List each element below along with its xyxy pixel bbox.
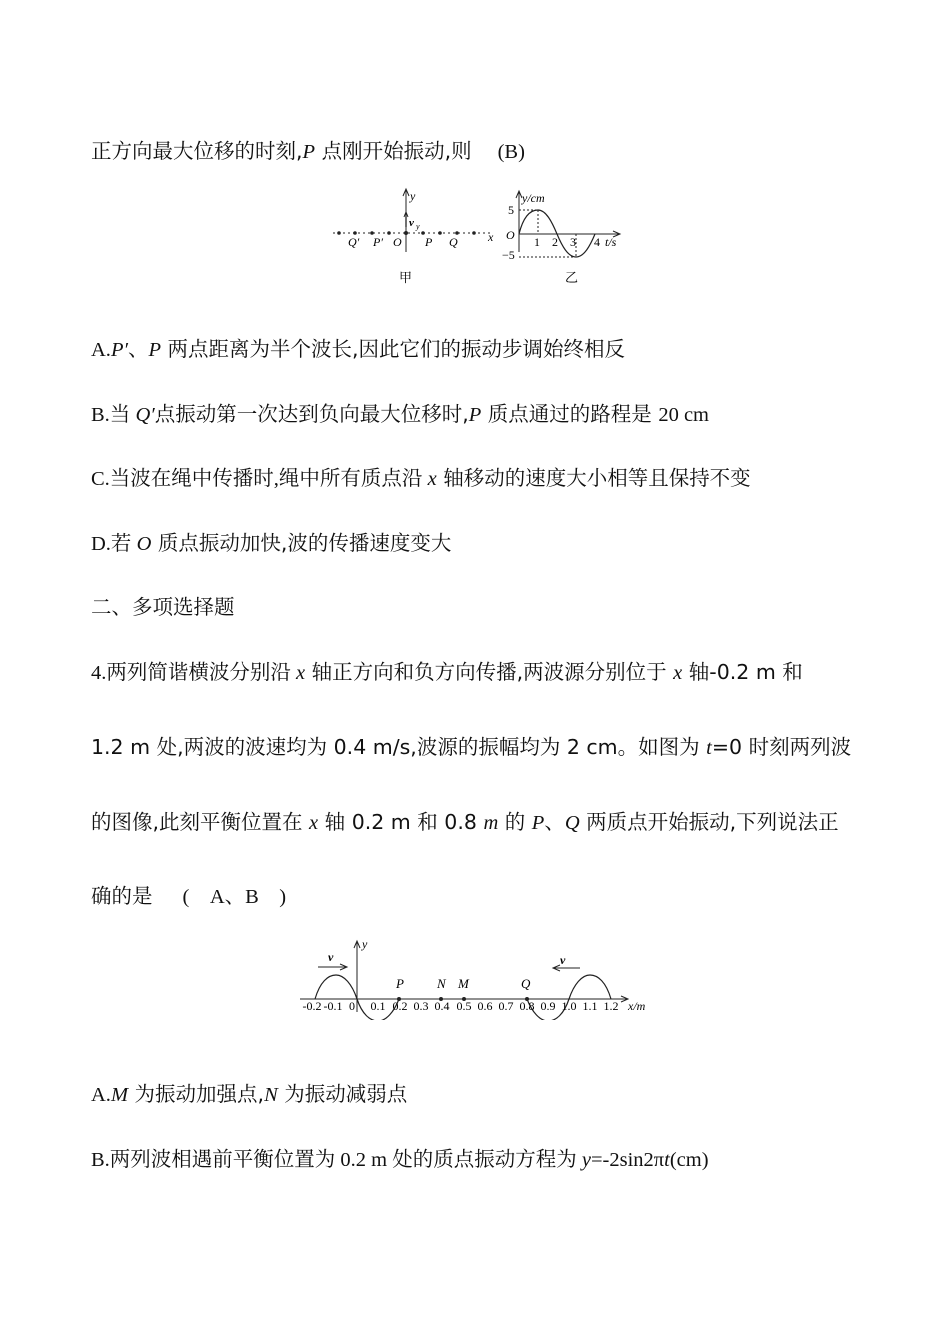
- fig2-tick: 0.5: [456, 999, 472, 1013]
- figure-two-waves: [295, 935, 665, 1020]
- fig2-velocity-left: v: [328, 950, 334, 964]
- q3-option-d: D.若 O 质点振动加快,波的传播速度变大: [91, 531, 452, 555]
- fig2-velocity-right: v: [560, 953, 566, 967]
- fig2-label-Q: Q: [521, 976, 531, 991]
- jia-velocity-sub: y: [416, 222, 420, 231]
- fig2-tick: 0.1: [370, 999, 386, 1013]
- fig2-tick: -0.1: [323, 999, 343, 1013]
- q4-stem-line-2: 1.2 m 处,两波的波速均为 0.4 m/s,波源的振幅均为 2 cm。如图为 t=0 时刻两列波: [91, 735, 852, 759]
- q4-option-b: B.两列波相遇前平衡位置为 0.2 m 处的质点振动方程为 y=-2sin2πt(cm): [91, 1149, 709, 1171]
- yi-xlabel: t/s: [605, 235, 617, 249]
- jia-point-Q: Q: [449, 235, 458, 249]
- fig2-tick: 0.4: [434, 999, 450, 1013]
- jia-caption: 甲: [399, 271, 413, 286]
- fig2-tick: 0.8: [519, 999, 535, 1013]
- right-wave-curve: [527, 975, 611, 1020]
- jia-axis-y: y: [410, 189, 416, 203]
- q3-option-a: A.P′、P 两点距离为半个波长,因此它们的振动步调始终相反: [91, 337, 626, 361]
- q3-stem-line: 正方向最大位移的时刻,P 点刚开始振动,则 (B): [91, 139, 525, 163]
- yi-xtick-4: 4: [594, 235, 600, 249]
- fig2-label-N: N: [437, 976, 446, 991]
- figure-wave-jia-yi: [320, 182, 640, 292]
- q4-stem-line-3: 的图像,此刻平衡位置在 x 轴 0.2 m 和 0.8 m 的 P、Q 两质点开始振动,下列说法正: [91, 810, 839, 834]
- yi-xtick-1: 1: [534, 235, 540, 249]
- yi-ylabel: y/cm: [522, 191, 545, 205]
- fig2-tick: 0: [349, 999, 355, 1013]
- q3-answer: (B): [497, 141, 525, 163]
- q3-option-b: B.当 Q′点振动第一次达到负向最大位移时,P 质点通过的路程是 20 cm: [91, 402, 709, 426]
- jia-point-O: O: [393, 235, 402, 249]
- fig2-tick: 1.1: [582, 999, 598, 1013]
- fig2-tick: 1.0: [561, 999, 577, 1013]
- q4-stem-line-1: 4.两列简谐横波分别沿 x 轴正方向和负方向传播,两波源分别位于 x 轴-0.2 m 和: [91, 660, 803, 684]
- yi-xtick-3: 3: [570, 235, 576, 249]
- yi-ytick-neg5: −5: [502, 248, 515, 262]
- jia-point-P: P: [425, 235, 433, 249]
- fig2-tick: 0.2: [392, 999, 408, 1013]
- fig2-axis-y: y: [362, 937, 368, 951]
- fig2-label-P: P: [396, 976, 404, 991]
- jia-axis-x: x: [488, 230, 494, 244]
- q4-stem-line-4: 确的是 ( A、B ): [91, 884, 287, 908]
- q4-option-a: A.M 为振动加强点,N 为振动减弱点: [91, 1082, 408, 1106]
- fig2-tick: 0.9: [540, 999, 556, 1013]
- yi-xtick-2: 2: [552, 235, 558, 249]
- fig2-tick: 1.2: [603, 999, 619, 1013]
- jia-point-Qp: Q′: [348, 235, 360, 249]
- fig2-axis-x: x/m: [628, 999, 646, 1013]
- fig2-tick: 0.7: [498, 999, 514, 1013]
- yi-origin: O: [506, 228, 515, 242]
- yi-ytick-5: 5: [508, 203, 514, 217]
- fig2-tick: 0.6: [477, 999, 493, 1013]
- fig2-tick: -0.2: [302, 999, 322, 1013]
- q3-option-c: C.当波在绳中传播时,绳中所有质点沿 x 轴移动的速度大小相等且保持不变: [91, 466, 751, 490]
- yi-caption: 乙: [565, 271, 579, 286]
- section-title: 二、多项选择题: [91, 595, 235, 619]
- jia-velocity: v: [409, 217, 414, 229]
- fig2-tick: 0.3: [413, 999, 429, 1013]
- fig2-label-M: M: [458, 976, 469, 991]
- q4-answer: ( A、B ): [182, 886, 287, 908]
- jia-point-Pp: P′: [373, 235, 383, 249]
